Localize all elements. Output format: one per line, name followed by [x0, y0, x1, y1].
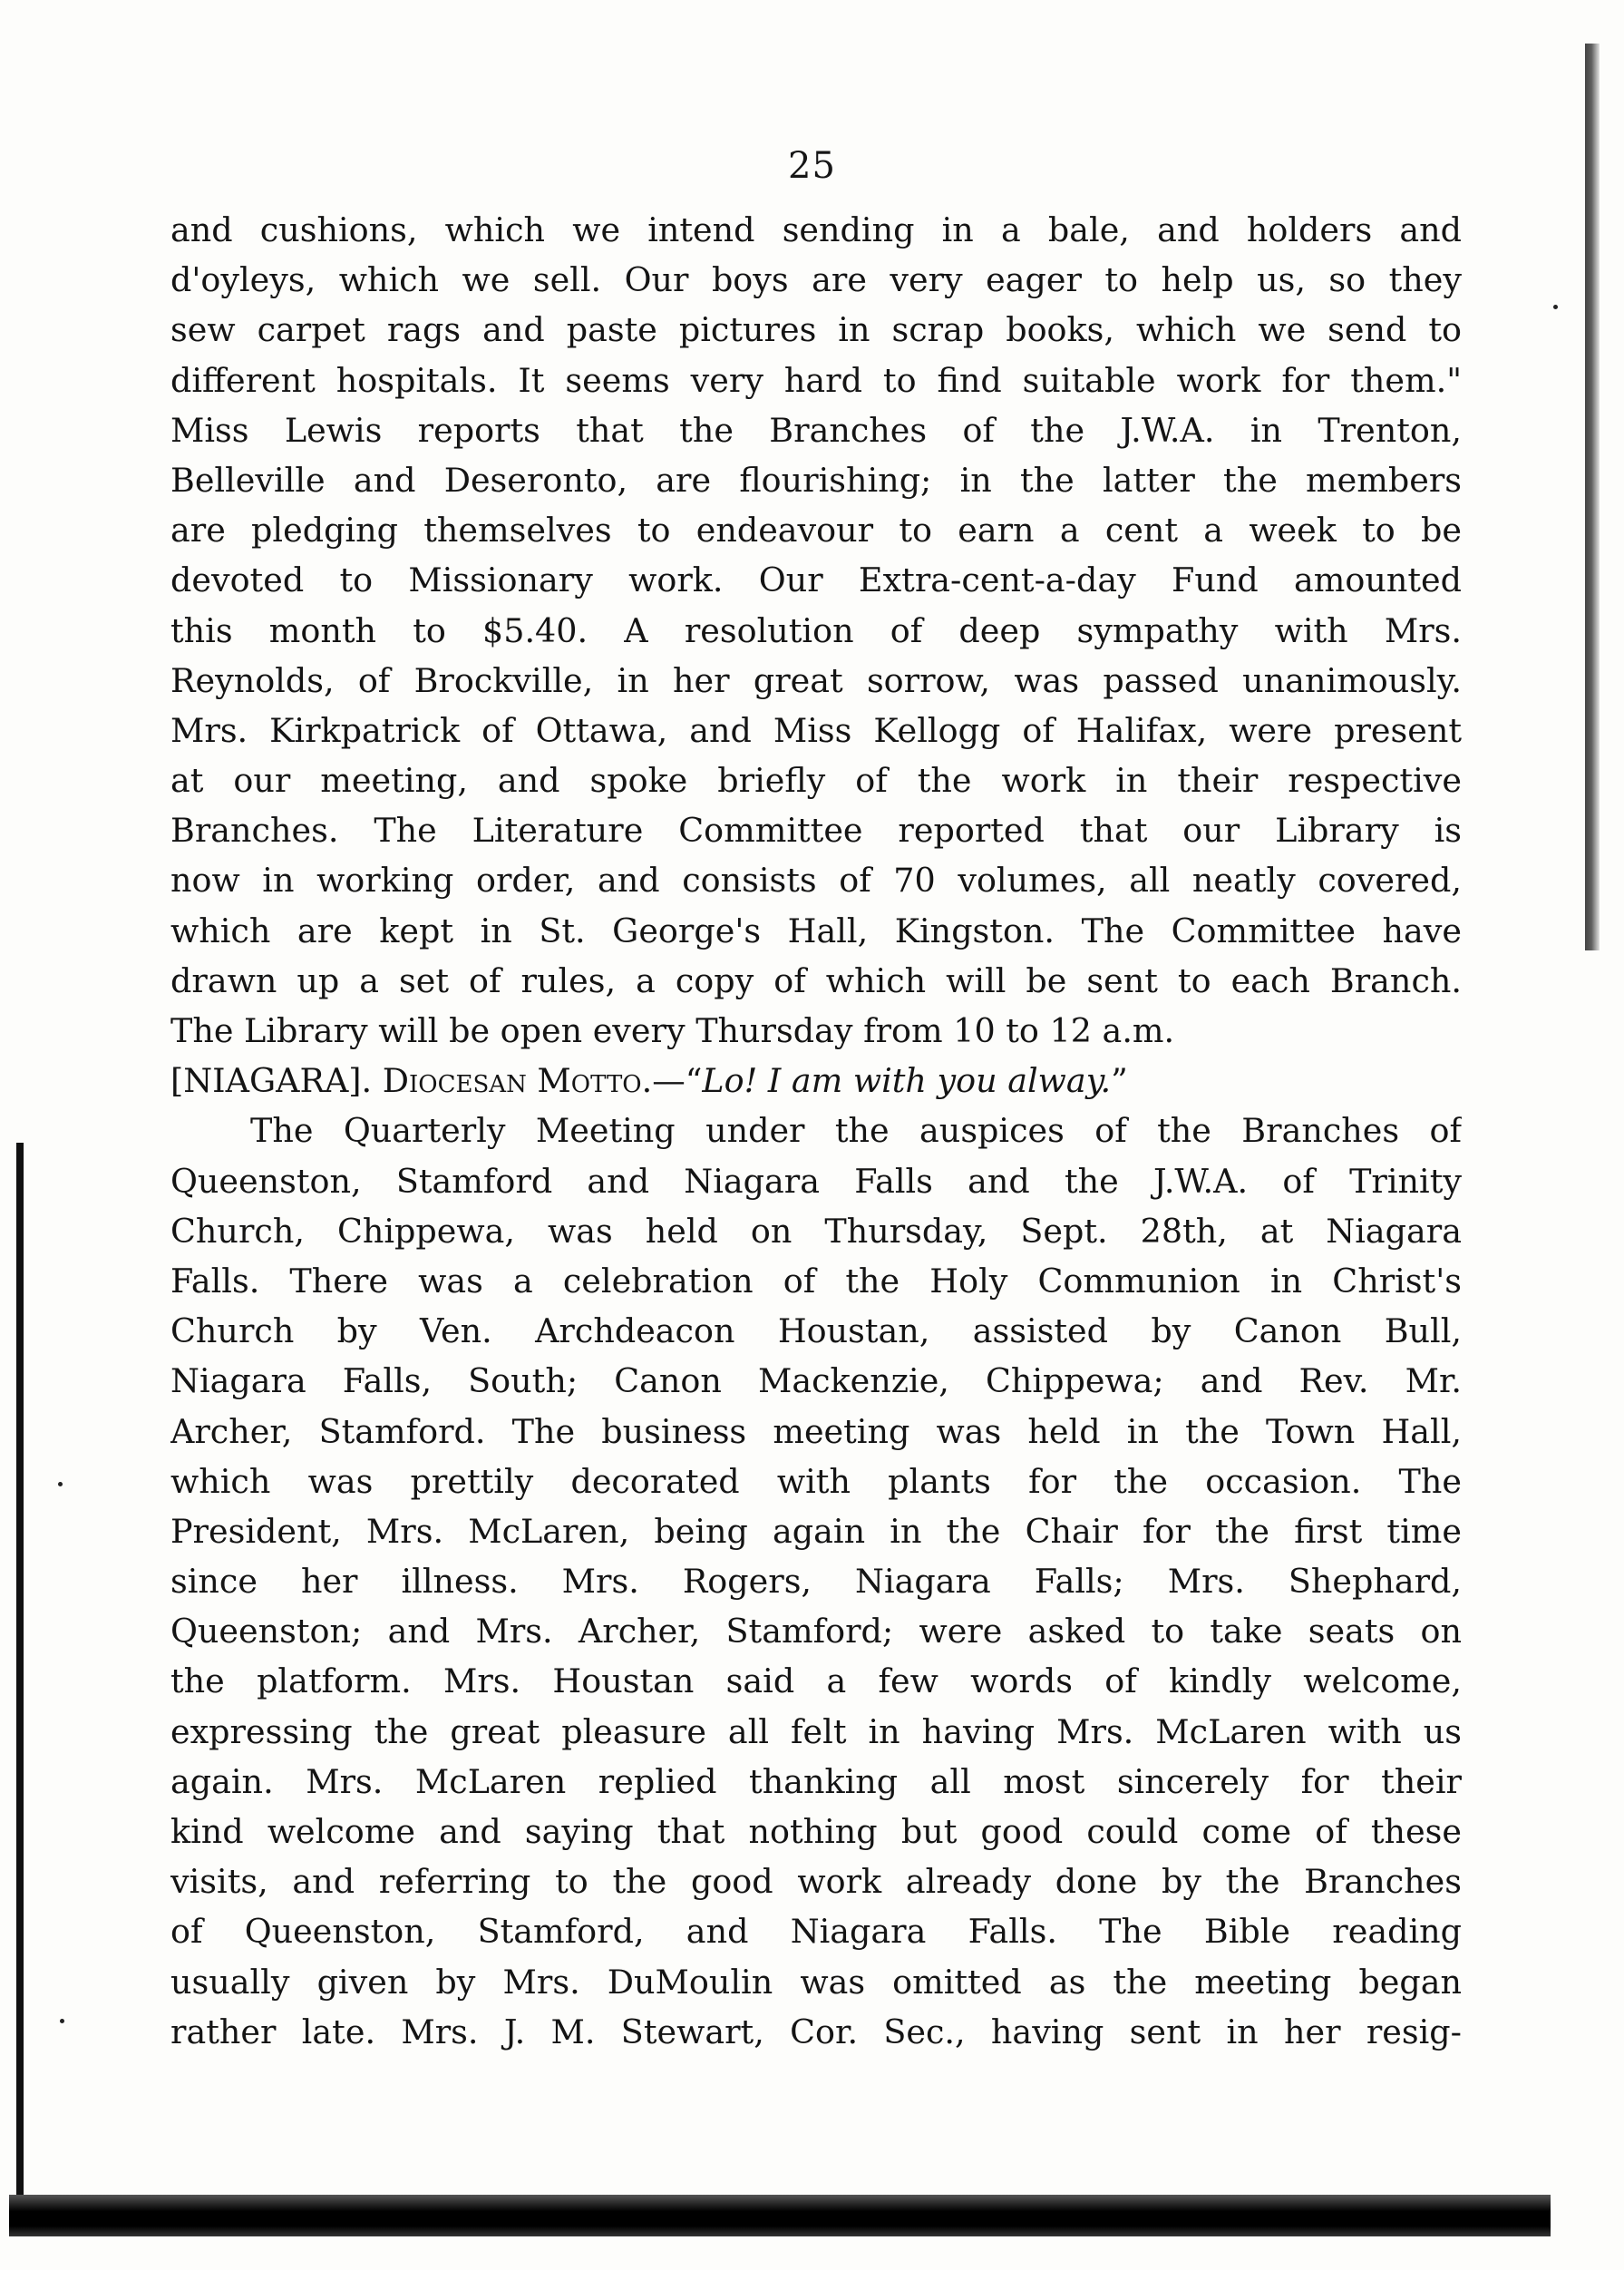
text-line: now in working order, and consists of 70 volumes, all neatly covered, [170, 861, 1462, 901]
text-line: Queenston, Stamford and Niagara Falls and the J.W.A. of Trinity [170, 1161, 1462, 1201]
text-line: d'oyleys, which we sell. Our boys are very eager to help us, so they [170, 260, 1462, 300]
text-line: Branches. The Literature Committee reported that our Library is [170, 811, 1462, 851]
text-line: The Quarterly Meeting under the auspices of the Branches of [250, 1111, 1462, 1151]
motto-close-quote: ” [1111, 1061, 1128, 1101]
section-heading-niagara [170, 1056, 1462, 1106]
text-line: Church by Ven. Archdeacon Houstan, assisted by Canon Bull, [170, 1311, 1462, 1351]
text-line: visits, and referring to the good work already done by the Branches [170, 1862, 1462, 1902]
text-line: which was prettily decorated with plants for the occasion. The [170, 1461, 1462, 1501]
text-line: devoted to Missionary work. Our Extra-cent-a-day Fund amounted [170, 560, 1462, 600]
text-line: Church, Chippewa, was held on Thursday, Sept. 28th, at Niagara [170, 1211, 1462, 1251]
text-line: which are kept in St. George's Hall, Kingston. The Committee have [170, 911, 1462, 950]
page-number: 25 [788, 145, 836, 187]
text-line: again. Mrs. McLaren replied thanking all most sincerely for their [170, 1761, 1462, 1801]
scan-speck [60, 2019, 64, 2023]
text-line: rather late. Mrs. J. M. Stewart, Cor. Sec., having sent in her resig- [170, 2012, 1462, 2051]
diocesan-motto: Lo! I am with you alway. [702, 1061, 1112, 1101]
text-line: different hospitals. It seems very hard to find suitable work for them." [170, 360, 1462, 400]
text-line: and cushions, which we intend sending in a bale, and holders and [170, 210, 1462, 249]
text-line: kind welcome and saying that nothing but good could come of these [170, 1812, 1462, 1851]
text-line: Reynolds, of Brockville, in her great sorrow, was passed unanimously. [170, 660, 1462, 700]
scan-speck [58, 1482, 63, 1486]
text-line: Queenston; and Mrs. Archer, Stamford; were asked to take seats on [170, 1612, 1462, 1651]
text-line: at our meeting, and spoke briefly of the work in their respective [170, 761, 1462, 801]
diocese-name: [NIAGARA]. [170, 1061, 373, 1101]
text-line: are pledging themselves to endeavour to earn a cent a week to be [170, 511, 1462, 550]
text-line: this month to $5.40. A resolution of deep sympathy with Mrs. [170, 610, 1462, 650]
text-line: usually given by Mrs. DuMoulin was omitted as the meeting began [170, 1962, 1462, 2002]
text-line: Falls. There was a celebration of the Holy Communion in Christ's [170, 1261, 1462, 1301]
diocesan-motto-label: Diocesan Motto. [382, 1061, 653, 1101]
text-line: expressing the great pleasure all felt in having Mrs. McLaren with us [170, 1711, 1462, 1751]
text-line: drawn up a set of rules, a copy of which will be sent to each Branch. [170, 960, 1462, 1000]
text-line: the platform. Mrs. Houstan said a few words of kindly welcome, [170, 1661, 1462, 1701]
scan-edge-left [16, 1143, 24, 2204]
motto-dash: —“ [652, 1061, 703, 1101]
text-line: sew carpet rags and paste pictures in scrap books, which we send to [170, 310, 1462, 350]
text-line: since her illness. Mrs. Rogers, Niagara Falls; Mrs. Shephard, [170, 1562, 1462, 1602]
scan-edge-bottom [9, 2195, 1551, 2236]
scan-speck [1553, 305, 1558, 309]
text-line: Archer, Stamford. The business meeting was held in the Town Hall, [170, 1411, 1462, 1451]
body-text [170, 205, 1462, 2057]
text-line: Miss Lewis reports that the Branches of the J.W.A. in Trenton, [170, 410, 1462, 450]
text-line: Niagara Falls, South; Canon Mackenzie, Chippewa; and Rev. Mr. [170, 1361, 1462, 1401]
text-line: Belleville and Deseronto, are flourishing; in the latter the members [170, 460, 1462, 500]
text-line: President, Mrs. McLaren, being again in the Chair for the first time [170, 1511, 1462, 1551]
text-line: Mrs. Kirkpatrick of Ottawa, and Miss Kellogg of Halifax, were present [170, 710, 1462, 750]
text-line: of Queenston, Stamford, and Niagara Falls. The Bible reading [170, 1912, 1462, 1952]
text-line: The Library will be open every Thursday from 10 to 12 a.m. [170, 1011, 1175, 1050]
